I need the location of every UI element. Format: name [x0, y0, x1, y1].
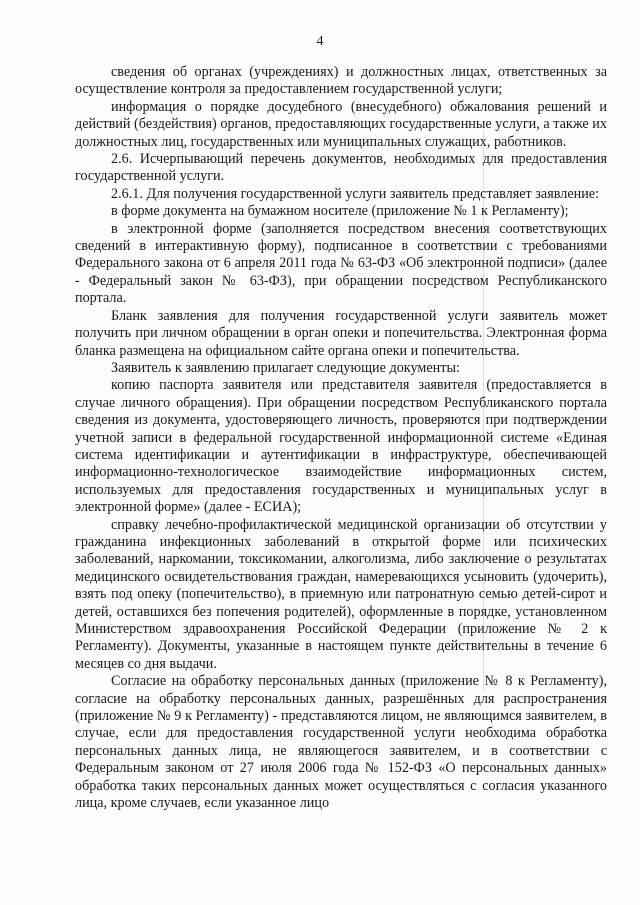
document-body — [75, 64, 607, 812]
paragraph-application-blank: Бланк заявления для получения государственной услуги заявитель может получить при личном обращении в орган опеки и попечительства. Электронная форма бланка размещена на официальном сайте органа опеки и попечительства. — [75, 307, 607, 359]
paragraph-control-bodies: сведения об органах (учреждениях) и должностных лицах, ответственных за осуществление контроля за предоставлением государственной услуги; — [75, 64, 607, 98]
paragraph-electronic-form: в электронной форме (заполняется посредством внесения соответствующих сведений в интерактивную форму), подписанное в соответствии с требованиями Федерального закона от 6 апреля 2011 года № 63-ФЗ «Об электронной подписи» (далее - Федеральный закон № 63-ФЗ), при обращении посредством Республиканского портала. — [75, 220, 607, 307]
paragraph-appeal-procedure: информация о порядке досудебного (внесудебного) обжалования решений и действий (бездействия) органов, предоставляющих государственные услуги, а также их должностных лиц, государственных или муниципальных служащих, работников. — [75, 98, 607, 150]
paragraph-documents-intro: Заявитель к заявлению прилагает следующие документы: — [111, 359, 460, 376]
paragraph-paper-form: в форме документа на бумажном носителе (приложение № 1 к Регламенту); — [111, 203, 569, 220]
paragraph-passport-copy: копию паспорта заявителя или представителя заявителя (предоставляется в случае личного обращения). При обращении посредством Республиканского портала сведения из документа, удостоверяющего личность, проверяются при подтверждении учетной записи в федеральной государственной информационной системе «Единая система идентификации и аутентификации в инфраструктуре, обеспечивающей информационно-технологическое взаимодействие информационных систем, используемых для предоставления государственных и муниципальных услуг в электронной форме» (далее - ЕСИА); — [75, 377, 607, 516]
paragraph-medical-certificate: справку лечебно-профилактической медицинской организации об отсутствии у гражданина инфекционных заболеваний в открытой форме или психических заболеваний, наркомании, токсикомании, алкоголизма, либо заключение о результатах медицинского освидетельствования граждан, намеревающихся усыновить (удочерить), взять под опеку (попечительство), в приемную или патронатную семью детей-сирот и детей, оставшихся без попечения родителей), оформленные в порядке, установленном Министерством здравоохранения Российской Федерации (приложение № 2 к Регламенту). Документы, указанные в настоящем пункте действительны в течение 6 месяцев со дня выдачи. — [75, 516, 607, 672]
page-number: 4 — [316, 34, 324, 49]
paragraph-section-2-6: 2.6. Исчерпывающий перечень документов, необходимых для предоставления государственной услуги. — [75, 151, 607, 185]
paragraph-section-2-6-1: 2.6.1. Для получения государственной услуги заявитель представляет заявление: — [111, 185, 600, 202]
scan-artifact-line — [483, 130, 484, 690]
paragraph-personal-data-consent: Согласие на обработку персональных данных (приложение № 8 к Регламенту), согласие на обработку персональных данных, разрешённых для распространения (приложение № 9 к Регламенту) - представляются лицом, не являющимся заявителем, в случае, если для предоставления государственной услуги необходима обработка персональных данных лица, не являющегося заявителем, и в соответствии с Федеральным законом от 27 июля 2006 года № 152-ФЗ «О персональных данных» обработка таких персональных данных может осуществляться с согласия указанного лица, кроме случаев, если указанное лицо — [75, 673, 607, 812]
